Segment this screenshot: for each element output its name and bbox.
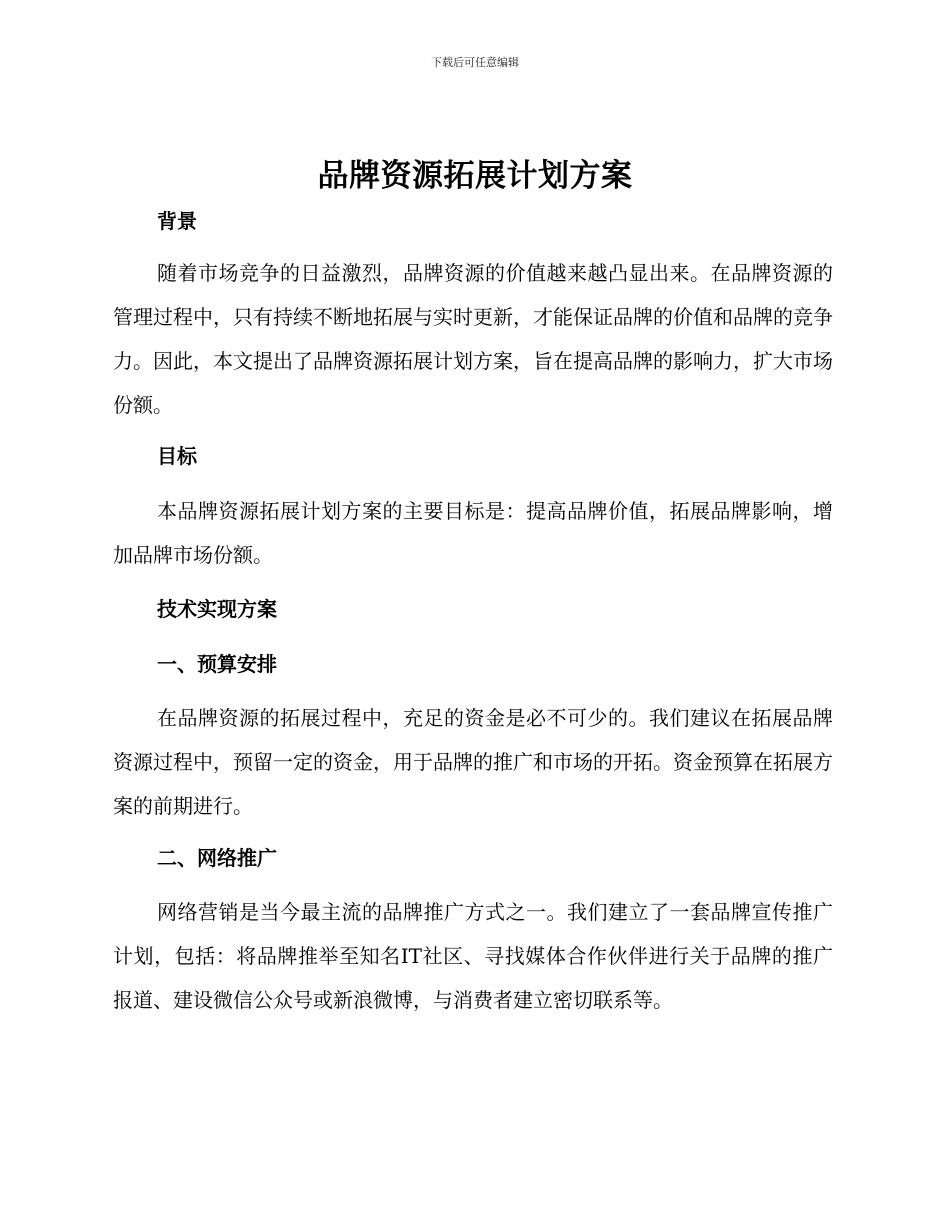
paragraph-background: 随着市场竞争的日益激烈，品牌资源的价值越来越凸显出来。在品牌资源的管理过程中，只有持续不断地拓展与实时更新，才能保证品牌的价值和品牌的竞争力。因此，本文提出了品牌资源拓展计划方案，旨在提高品牌的影响力，扩大市场份额。	[113, 261, 833, 417]
header-note: 下载后可任意编辑	[431, 56, 519, 69]
document-title: 品牌资源拓展计划方案	[317, 158, 633, 194]
section-heading-goal: 目标	[157, 444, 197, 468]
section-heading-background: 背景	[157, 209, 197, 233]
section-heading-online: 二、网络推广	[157, 846, 277, 870]
paragraph-budget: 在品牌资源的拓展过程中，充足的资金是必不可少的。我们建议在拓展品牌资源过程中，预留一定的资金，用于品牌的推广和市场的开拓。资金预算在拓展方案的前期进行。	[113, 706, 833, 818]
paragraph-online: 网络营销是当今最主流的品牌推广方式之一。我们建立了一套品牌宣传推广计划，包括：将品牌推举至知名IT社区、寻找媒体合作伙伴进行关于品牌的推广报道、建设微信公众号或新浪微博，与消费者建立密切联系等。	[113, 900, 833, 1012]
section-heading-implementation: 技术实现方案	[157, 597, 277, 621]
paragraph-goal: 本品牌资源拓展计划方案的主要目标是：提高品牌价值，拓展品牌影响，增加品牌市场份额。	[113, 499, 833, 567]
section-heading-budget: 一、预算安排	[157, 652, 277, 676]
